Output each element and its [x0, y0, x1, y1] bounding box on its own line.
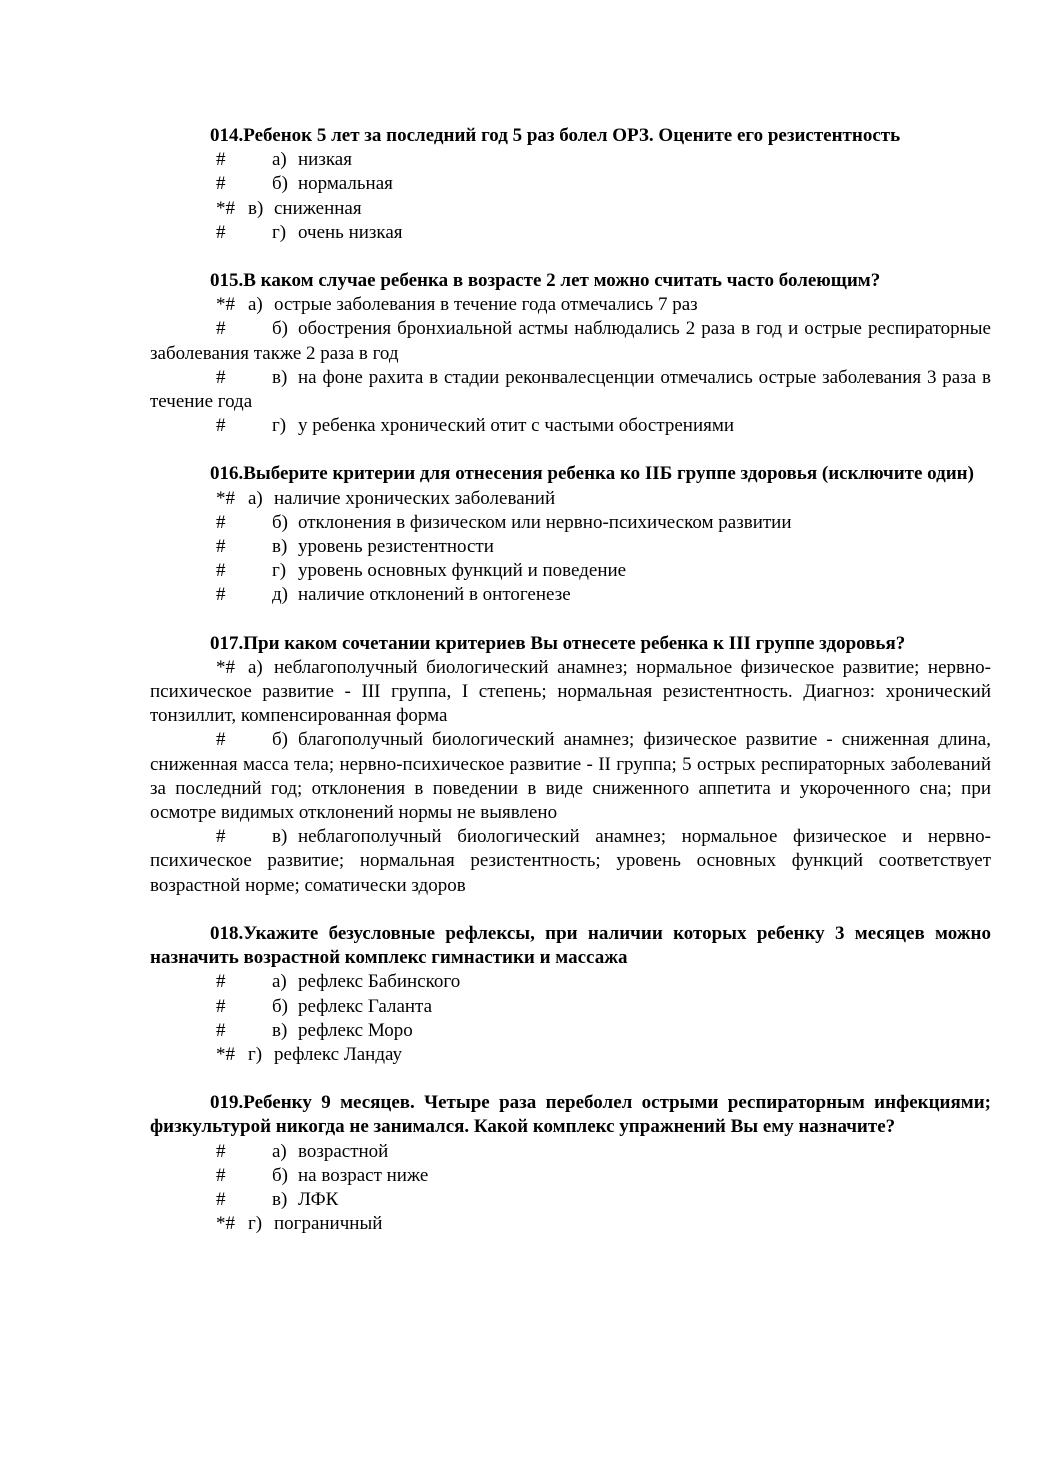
option-letter: в) [272, 826, 288, 848]
option-text: острые заболевания в течение года отмечались 7 раз [274, 294, 698, 316]
option-text: рефлекс Ландау [274, 1043, 402, 1065]
option-mark: *# [216, 1213, 235, 1235]
answer-option-correct [150, 1212, 991, 1236]
option-text: сниженная [274, 197, 362, 219]
question-017 [150, 632, 991, 898]
option-text: на фоне рахита в стадии реконвалесценции отмечались острые заболевания 3 раза в течение года [150, 366, 991, 413]
answer-option [150, 414, 991, 438]
answer-option-correct [150, 1043, 991, 1067]
option-mark: # [216, 826, 226, 848]
question-014 [150, 124, 991, 245]
option-text: рефлекс Бабинского [298, 971, 461, 993]
answer-option [150, 1019, 991, 1043]
option-letter: в) [272, 366, 288, 388]
option-letter: в) [272, 1019, 288, 1041]
question-title: 019.Ребенку 9 месяцев. Четыре раза переболел острыми респираторным инфекциями; физкультурой никогда не занимался. Какой комплекс упражнений Вы ему назначите? [150, 1092, 991, 1138]
question-018 [150, 922, 991, 1067]
option-text: очень низкая [298, 221, 403, 243]
option-letter: б) [272, 318, 288, 340]
option-letter: г) [248, 1043, 263, 1065]
option-letter: а) [248, 656, 263, 678]
question-title: 018.Укажите безусловные рефлексы, при наличии которых ребенку 3 месяцев можно назначить возрастной комплекс гимнастики и массажа [150, 922, 991, 969]
option-text: возрастной [298, 1140, 389, 1162]
answer-option [150, 559, 991, 583]
answer-option [150, 148, 991, 172]
option-mark: # [216, 584, 226, 606]
option-letter: г) [272, 415, 287, 437]
option-mark: # [216, 221, 226, 243]
option-text: отклонения в физическом или нервно-психическом развитии [298, 511, 792, 533]
option-text: пограничный [274, 1213, 383, 1235]
option-mark: # [216, 729, 226, 751]
answer-option-correct [150, 293, 991, 317]
option-mark: *# [216, 656, 235, 678]
question-016 [150, 462, 991, 607]
option-letter: а) [248, 294, 263, 316]
question-title: 014.Ребенок 5 лет за последний год 5 раз болел ОРЗ. Оцените его резистентность [210, 125, 901, 146]
option-letter: б) [272, 1164, 288, 1186]
answer-option-correct [150, 197, 991, 221]
option-mark: # [216, 995, 226, 1017]
option-letter: в) [272, 536, 288, 558]
option-letter: а) [272, 1140, 287, 1162]
option-text: рефлекс Галанта [298, 995, 433, 1017]
option-text: нормальная [298, 173, 393, 195]
option-mark: # [216, 1140, 226, 1162]
option-letter: а) [272, 971, 287, 993]
answer-option [150, 535, 991, 559]
option-text: уровень резистентности [298, 536, 494, 558]
answer-option-correct [150, 487, 991, 511]
option-letter: в) [248, 197, 264, 219]
option-mark: # [216, 318, 226, 340]
option-mark: # [216, 173, 226, 195]
question-title: 015.В каком случае ребенка в возрасте 2 лет можно считать часто болеющим? [210, 270, 881, 292]
answer-option [150, 583, 991, 607]
option-text: наличие хронических заболеваний [274, 487, 556, 509]
option-text: наличие отклонений в онтогенезе [298, 584, 571, 606]
option-text: низкая [298, 149, 352, 171]
answer-option [150, 511, 991, 535]
question-title: 017.При каком сочетании критериев Вы отнесете ребенка к III группе здоровья? [210, 632, 906, 654]
answer-option [150, 728, 991, 825]
answer-option [150, 172, 991, 196]
answer-option-correct [150, 656, 991, 729]
option-mark: *# [216, 197, 235, 219]
answer-option [150, 1188, 991, 1212]
option-letter: в) [272, 1188, 288, 1210]
option-text: ЛФК [298, 1188, 339, 1210]
answer-option [150, 825, 991, 898]
option-letter: д) [272, 584, 288, 606]
option-mark: # [216, 971, 226, 993]
option-text: неблагополучный биологический анамнез; нормальное физическое развитие; нервно-психическое развитие - III группа, I степень; нормальная резистентность. Диагноз: хронический тонзиллит, компенсированная форма [150, 656, 991, 727]
option-text: на возраст ниже [298, 1164, 429, 1186]
option-text: у ребенка хронический отит с частыми обострениями [298, 415, 735, 437]
option-letter: а) [248, 487, 263, 509]
option-mark: # [216, 511, 226, 533]
answer-option [150, 970, 991, 994]
option-mark: # [216, 1188, 226, 1210]
option-mark: # [216, 366, 226, 388]
option-letter: г) [272, 221, 287, 243]
option-letter: г) [272, 560, 287, 582]
option-text: обострения бронхиальной астмы наблюдались 2 раза в год и острые респираторные заболевания также 2 раза в год [150, 318, 991, 364]
answer-option [150, 1140, 991, 1164]
option-letter: б) [272, 511, 288, 533]
document-page [150, 124, 991, 1260]
option-mark: *# [216, 1043, 235, 1065]
option-letter: б) [272, 173, 288, 195]
answer-option [150, 221, 991, 245]
answer-option [150, 995, 991, 1019]
option-letter: б) [272, 729, 288, 751]
question-title: 016.Выберите критерии для отнесения ребенка ко IIБ группе здоровья (исключите один) [210, 463, 974, 485]
option-text: уровень основных функций и поведение [298, 560, 627, 582]
option-letter: а) [272, 149, 287, 171]
option-mark: # [216, 1164, 226, 1186]
question-015 [150, 269, 991, 438]
option-text: рефлекс Моро [298, 1019, 413, 1041]
option-text: неблагополучный биологический анамнез; нормальное физическое и нервно-психическое развитие; нормальная резистентность; уровень основных функций соответствует возрастной норме; соматически здоров [150, 826, 991, 896]
answer-option [150, 366, 991, 414]
option-mark: # [216, 1019, 226, 1041]
answer-option [150, 1164, 991, 1188]
option-text: благополучный биологический анамнез; физическое развитие - сниженная длина, сниженная масса тела; нервно-психическое развитие - II группа; 5 острых респираторных заболеваний за последний год; отклонения в поведении в виде сниженного аппетита и укороченного сна; при осмотре видимых отклонений нормы не выявлено [150, 729, 991, 824]
option-letter: г) [248, 1213, 263, 1235]
option-mark: *# [216, 294, 235, 316]
option-mark: # [216, 560, 226, 582]
option-mark: # [216, 536, 226, 558]
answer-option [150, 317, 991, 365]
option-letter: б) [272, 995, 288, 1017]
option-mark: # [216, 415, 226, 437]
option-mark: # [216, 149, 226, 171]
option-mark: *# [216, 487, 235, 509]
question-019 [150, 1091, 991, 1236]
